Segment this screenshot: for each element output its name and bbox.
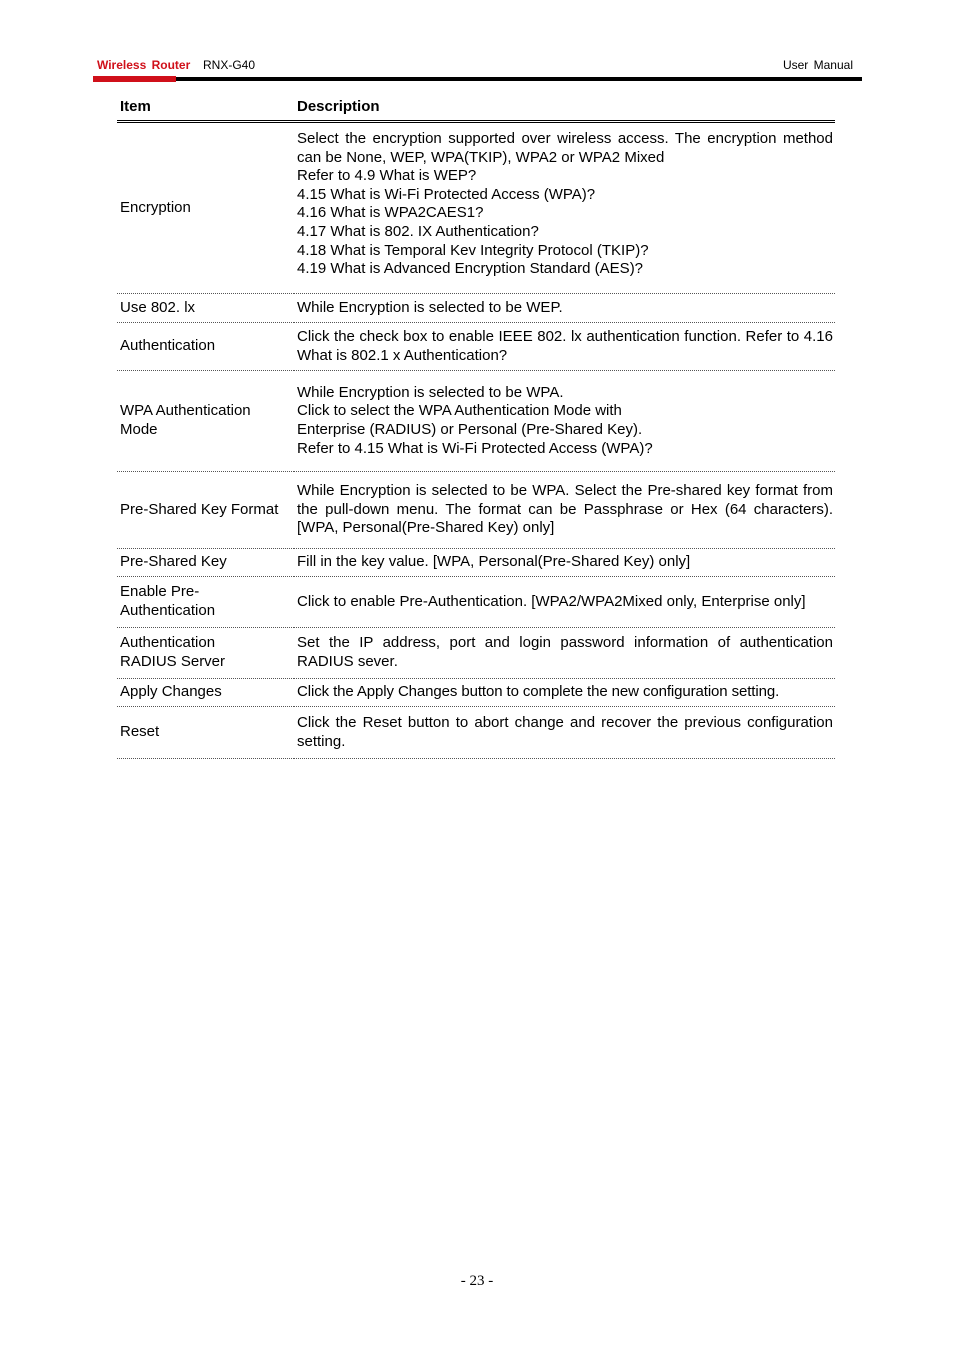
model-name: RNX-G40 bbox=[203, 58, 256, 72]
table-row bbox=[117, 122, 835, 294]
item-cell: Authentication bbox=[117, 323, 294, 371]
item-cell: Pre-Shared Key bbox=[117, 549, 294, 577]
description-line: Refer to 4.9 What is WEP? bbox=[297, 167, 477, 185]
description-cell bbox=[294, 122, 835, 294]
settings-table bbox=[117, 92, 835, 759]
description-cell bbox=[294, 707, 835, 759]
description-line: Fill in the key value. [WPA, Personal(Pre-Shared Key) only] bbox=[297, 553, 691, 571]
table-row bbox=[117, 323, 835, 371]
description-cell bbox=[294, 679, 835, 707]
document-type: User Manual bbox=[782, 58, 853, 72]
description-line: Refer to 4.15 What is Wi-Fi Protected Access (WPA)? bbox=[297, 439, 653, 457]
description-cell bbox=[294, 577, 835, 628]
description-line: Select the encryption supported over wireless access. The encryption method can be None, WEP, WPA(TKIP), WPA2 or WPA2 Mixed bbox=[297, 130, 833, 166]
description-line: While Encryption is selected to be WPA. Select the Pre-shared key format from the pull-down menu. The format can be Passphrase or Hex (64 characters). [WPA, Personal(Pre-Shared Key) only] bbox=[297, 482, 833, 537]
table-row bbox=[117, 371, 835, 472]
column-header-item: Item bbox=[117, 92, 294, 122]
page-number: - 23 - bbox=[460, 1273, 494, 1289]
description-line: 4.19 What is Advanced Encryption Standard (AES)? bbox=[297, 260, 644, 278]
header-rule-accent bbox=[93, 76, 176, 82]
description-cell bbox=[294, 472, 835, 549]
description-line: 4.18 What is Temporal Kev Integrity Protocol (TKIP)? bbox=[297, 241, 649, 259]
description-cell bbox=[294, 549, 835, 577]
description-cell bbox=[294, 371, 835, 472]
item-cell: Use 802. lx bbox=[117, 294, 294, 323]
item-cell: Enable Pre-Authentication bbox=[117, 577, 294, 628]
item-cell: Apply Changes bbox=[117, 679, 294, 707]
description-cell bbox=[294, 323, 835, 371]
item-cell: Pre-Shared Key Format bbox=[117, 472, 294, 549]
description-line: While Encryption is selected to be WEP. bbox=[297, 298, 563, 316]
description-cell bbox=[294, 294, 835, 323]
item-cell: WPA Authentication Mode bbox=[117, 371, 294, 472]
description-line: 4.16 What is WPA2CAES1? bbox=[297, 204, 484, 222]
item-cell: Authentication RADIUS Server bbox=[117, 628, 294, 679]
table-row bbox=[117, 472, 835, 549]
table-row bbox=[117, 679, 835, 707]
header-rule bbox=[93, 77, 862, 81]
table-row bbox=[117, 549, 835, 577]
brand-name: Wireless Router bbox=[97, 58, 191, 72]
item-cell: Reset bbox=[117, 707, 294, 759]
description-cell bbox=[294, 628, 835, 679]
table-row bbox=[117, 577, 835, 628]
description-line: While Encryption is selected to be WPA. bbox=[297, 383, 564, 401]
description-line: Click the Reset button to abort change and recover the previous configuration setting. bbox=[297, 713, 833, 750]
description-line: Set the IP address, port and login password information of authentication RADIUS sever. bbox=[297, 634, 833, 670]
table-row bbox=[117, 294, 835, 323]
description-line: Click to select the WPA Authentication Mode with bbox=[297, 402, 622, 420]
description-line: Click the check box to enable IEEE 802. lx authentication function. Refer to 4.16 What is 802.1 x Authentication? bbox=[297, 327, 833, 364]
description-line: 4.17 What is 802. IX Authentication? bbox=[297, 222, 539, 240]
description-line: Click the Apply Changes button to complete the new configuration setting. bbox=[297, 683, 780, 701]
description-line: Click to enable Pre-Authentication. [WPA2/WPA2Mixed only, Enterprise only] bbox=[297, 592, 806, 610]
item-cell: Encryption bbox=[117, 122, 294, 294]
table-row bbox=[117, 628, 835, 679]
column-header-description: Description bbox=[294, 92, 835, 122]
page-header bbox=[97, 58, 853, 74]
table-row bbox=[117, 707, 835, 759]
description-line: Enterprise (RADIUS) or Personal (Pre-Shared Key). bbox=[297, 421, 643, 438]
description-line: 4.15 What is Wi-Fi Protected Access (WPA)? bbox=[297, 185, 596, 203]
table-header-row bbox=[117, 92, 835, 122]
